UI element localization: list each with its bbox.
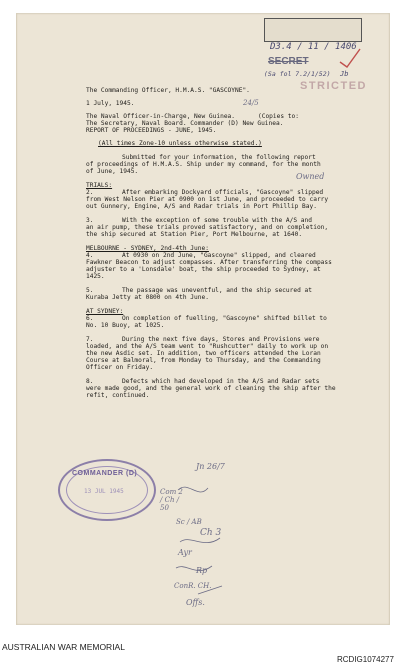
para-8-line-2: were made good, and the general work of cleaning the ship after the (86, 385, 336, 392)
para-7-line-4: Course at Balmoral, from Monday to Thursday, and the Commanding (86, 357, 321, 364)
para-8-line-3: refit, continued. (86, 392, 150, 399)
margin-note-conr: ConR. CH. (174, 582, 212, 590)
para-7-line-5: Officer on Friday. (86, 364, 154, 371)
para-5-number: 5. (86, 287, 94, 294)
para-7-line-3: the new Asdic set. In addition, two officers attended the Loran (86, 350, 321, 357)
subject-line: REPORT OF PROCEEDINGS - JUNE, 1945. (86, 127, 217, 134)
margin-note-date: Jn 26/7 (196, 462, 225, 471)
para-2-line-3: out Gunnery, Engine, A/S and Radar trials in Port Phillip Bay. (86, 203, 317, 210)
para-7-number: 7. (86, 336, 94, 343)
para-2-line-1: After embarking Dockyard officials, "Gascoyne" slipped (122, 189, 324, 196)
handwriting-scribbles (168, 470, 238, 610)
para-8-number: 8. (86, 378, 94, 385)
para-4-line-2: Fawkner Beacon to adjust compasses. After transferring the compass (86, 259, 332, 266)
reference-stamp-box (264, 18, 362, 42)
secret-handnote: (Sa fol 7.2/1/52) (264, 70, 331, 78)
secret-stamp: SECRET (268, 56, 309, 67)
commander-stamp-label: COMMANDER (D) (72, 470, 138, 477)
sydney-heading: AT SYDNEY: (86, 308, 124, 315)
footer-source: AUSTRALIAN WAR MEMORIAL (2, 642, 125, 652)
red-check-icon (338, 46, 362, 70)
para-3-line-3: the ship secured at Station Pier, Port Melbourne, at 1640. (86, 231, 303, 238)
copies-label: (Copies to: (258, 113, 299, 120)
date-annotation: 24/5 (243, 99, 259, 107)
para-5-line-2: Kuraba Jetty at 0800 on 4th June. (86, 294, 209, 301)
trials-heading: TRIALS: (86, 182, 113, 189)
para-2-line-2: from West Nelson Pier at 0900 on 1st June, and proceeded to carry (86, 196, 329, 203)
para-6-line-1: On completion of fuelling, "Gascoyne" shifted billet to (122, 315, 327, 322)
margin-note-sc: Sc / AB (176, 518, 202, 526)
footer-id: RCDIG1074277 (337, 655, 394, 664)
margin-note-rp: Rp (196, 566, 208, 575)
melbourne-heading: MELBOURNE - SYDNEY, 2nd-4th June: (86, 245, 209, 252)
para-3-line-1: With the exception of some trouble with the A/S and (122, 217, 312, 224)
margin-note-ayr: Ayr (178, 548, 192, 557)
margin-note-offs: Offs. (186, 598, 205, 607)
reference-number: D3.4 / 11 / 1406 (270, 42, 357, 52)
margin-note-owned: Owned (296, 172, 325, 181)
margin-note-ch3: Ch 3 (200, 528, 222, 538)
date-line: 1 July, 1945. (86, 100, 135, 107)
para-4-line-4: 1425. (86, 273, 105, 280)
commander-stamp-date: 13 JUL 1945 (84, 488, 124, 495)
para-5-line-1: The passage was uneventful, and the ship secured at (122, 287, 312, 294)
para-8-line-1: Defects which had developed in the A/S and Radar sets (122, 378, 320, 385)
to-line: The Naval Officer-in-Charge, New Guinea. (86, 113, 236, 120)
para-2-number: 2. (86, 189, 94, 196)
para-6-line-2: No. 10 Buoy, at 1025. (86, 322, 165, 329)
para-3-number: 3. (86, 217, 94, 224)
para-4-line-3: adjuster to a 'Lonsdale' boat, the ship proceeded to Sydney, at (86, 266, 321, 273)
para-7-line-1: During the next five days, Stores and Provisions were (122, 336, 320, 343)
margin-note-routing: Com 2 / Ch / 50 (160, 488, 183, 512)
from-line: The Commanding Officer, H.M.A.S. "GASCOYNE". (86, 87, 250, 94)
para-4-line-1: At 0930 on 2nd June, "Gascoyne" slipped, and cleared (122, 252, 316, 259)
para-4-number: 4. (86, 252, 94, 259)
intro-line-3: of June, 1945. (86, 168, 139, 175)
time-zone-note: (All times Zone-10 unless otherwise stated.) (98, 140, 262, 147)
initials-note: Jb (340, 70, 349, 78)
copies-to-line: The Secretary, Naval Board. Commander (D) New Guinea. (86, 120, 284, 127)
intro-line-1: Submitted for your information, the following report (122, 154, 316, 161)
para-7-line-2: loaded, and the A/S team went to "Rushcutter" daily to work up on (86, 343, 329, 350)
restricted-stamp: STRICTED (300, 80, 367, 92)
para-6-number: 6. (86, 315, 94, 322)
intro-line-2: of proceedings of H.M.A.S. Ship under my command, for the month (86, 161, 321, 168)
para-3-line-2: an air pump, these trials proved satisfactory, and on completion, (86, 224, 329, 231)
